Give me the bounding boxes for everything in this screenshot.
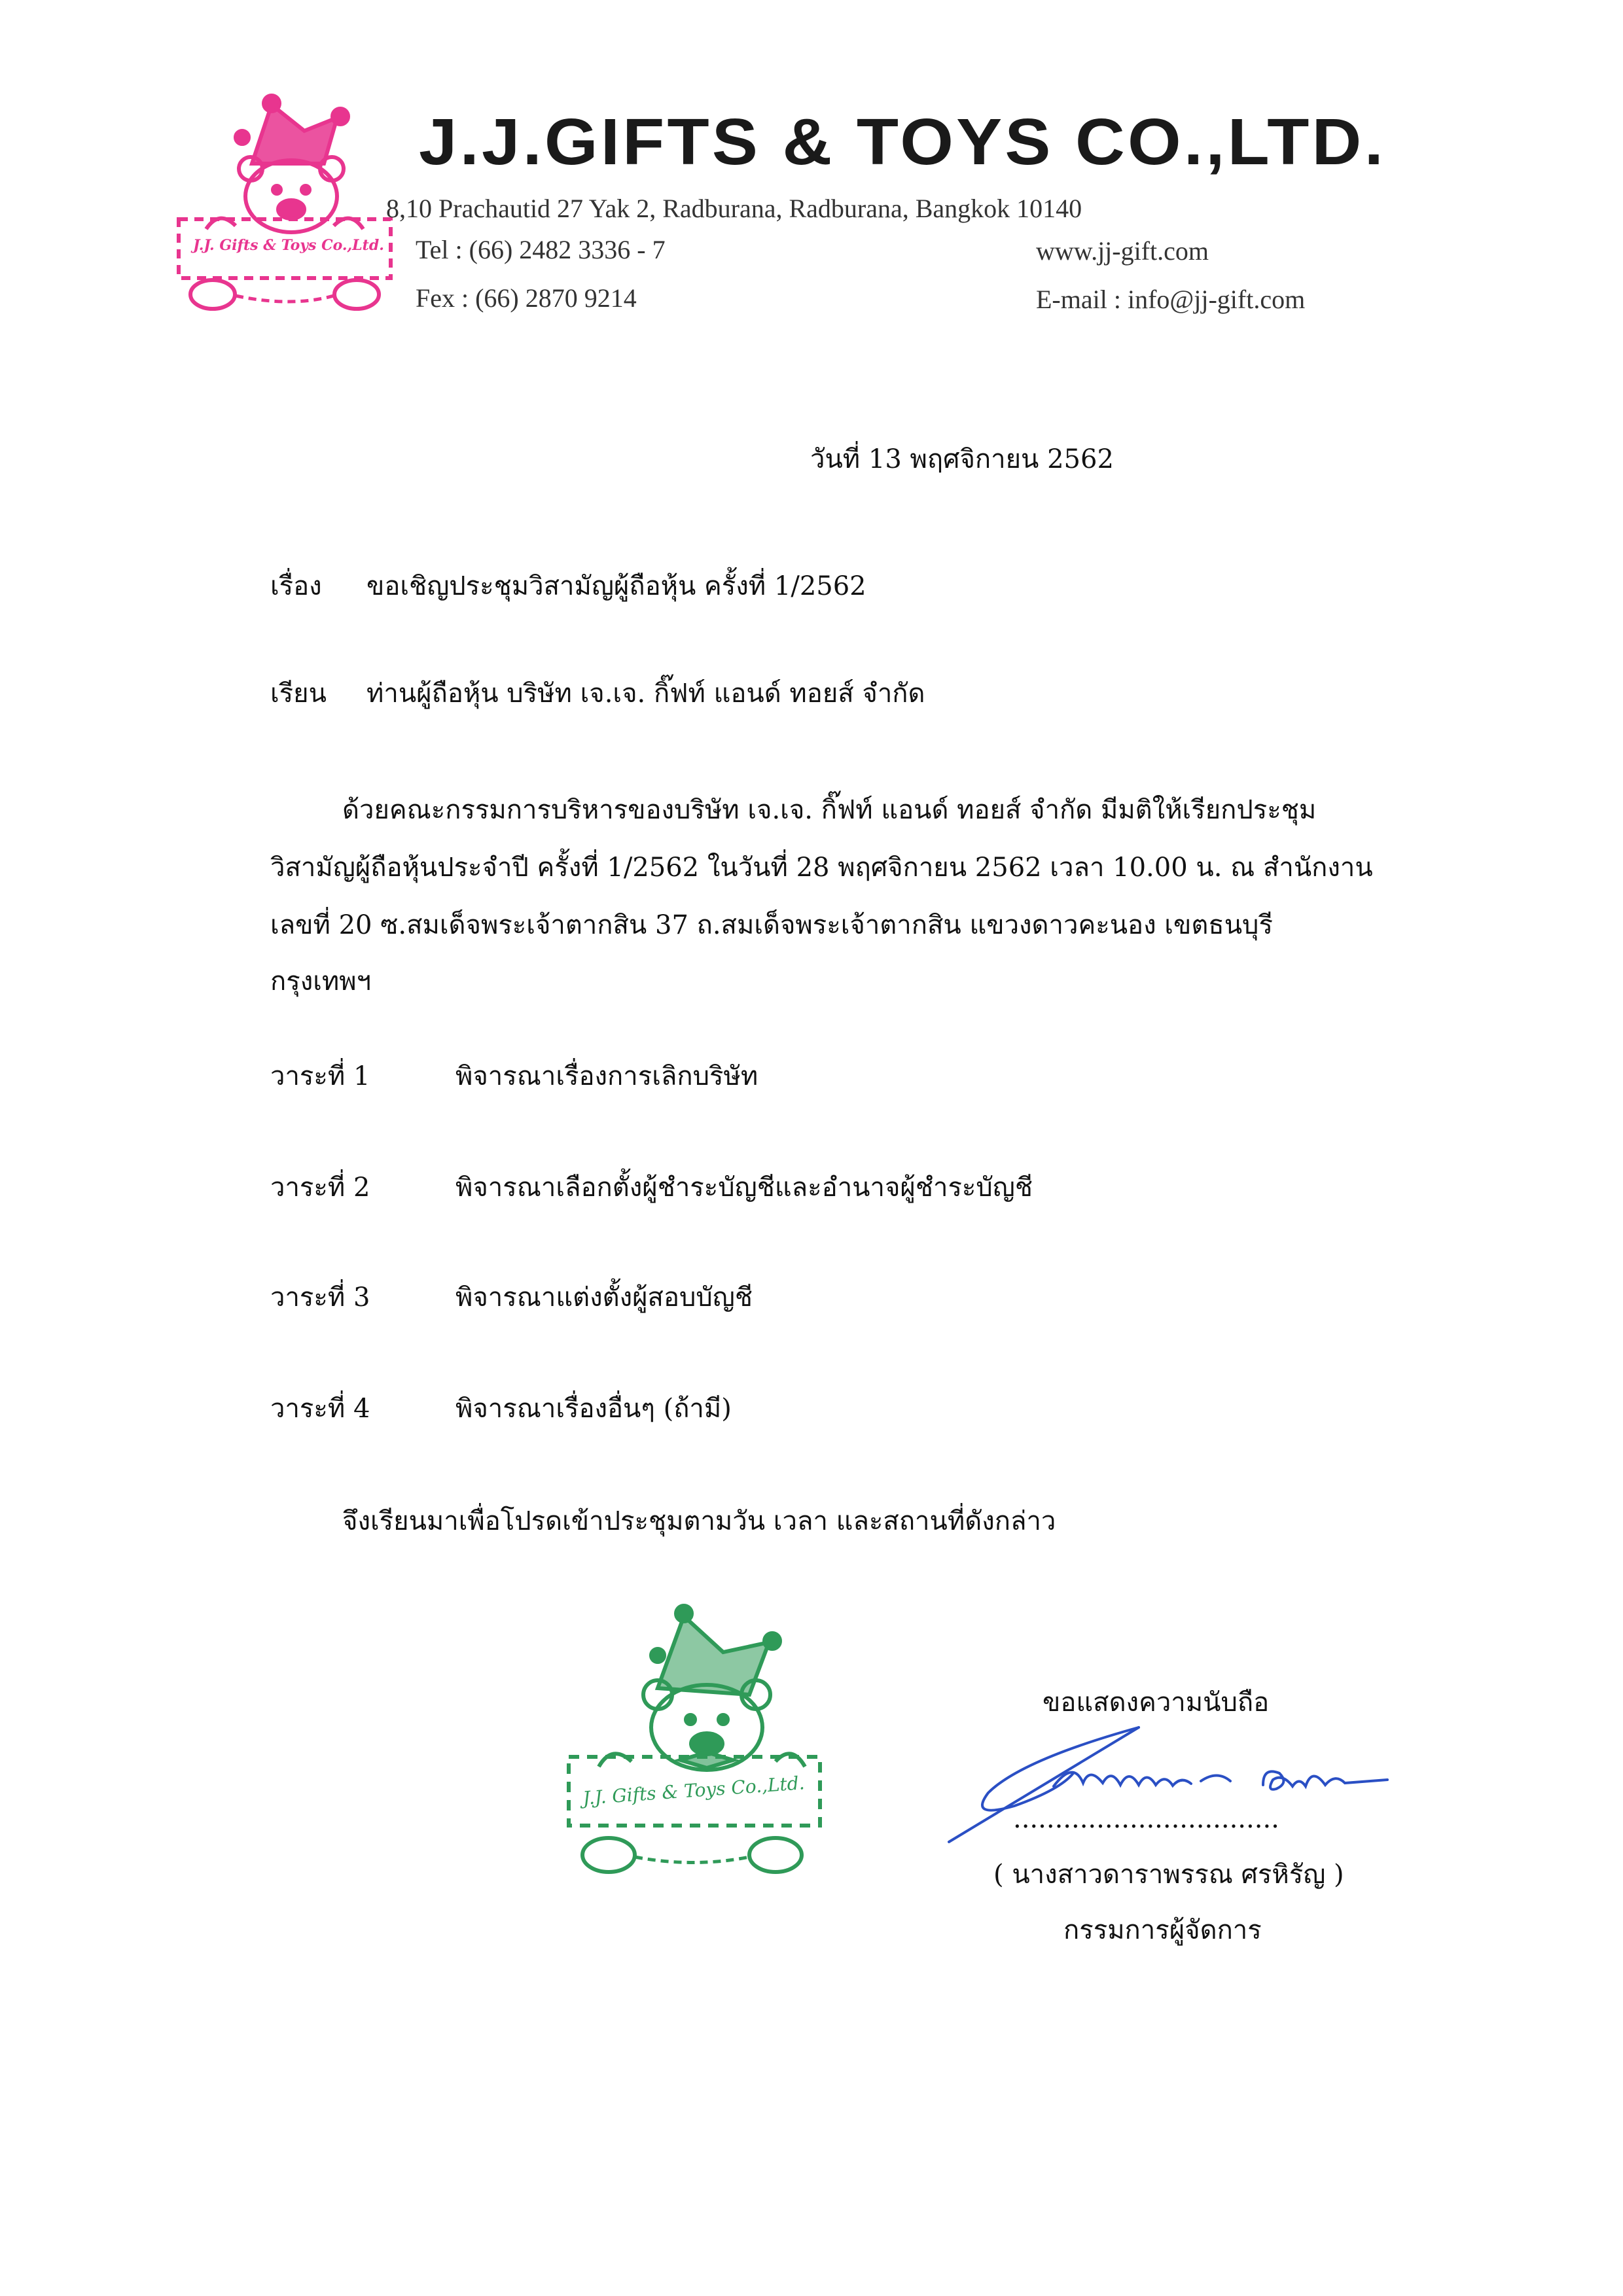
- agenda-item-text: พิจารณาเลือกตั้งผู้ชำระบัญชีและอำนาจผู้ชำระบัญชี: [455, 1173, 1033, 1203]
- subject-text: ขอเชิญประชุมวิสามัญผู้ถือหุ้น ครั้งที่ 1/2562: [366, 571, 866, 601]
- email-address: E-mail : info@jj-gift.com: [1036, 285, 1306, 314]
- company-name: J.J.GIFTS & TOYS CO.,LTD.: [419, 105, 1386, 179]
- signature-dotted-line: ................................: [1013, 1804, 1279, 1834]
- recipient-text: ท่านผู้ถือหุ้น บริษัท เจ.เจ. กิ๊ฟท์ แอนด์ ทอยส์ จำกัด: [366, 679, 925, 709]
- paragraph-line: เลขที่ 20 ซ.สมเด็จพระเจ้าตากสิน 37 ถ.สมเด็จพระเจ้าตากสิน แขวงดาวคะนอง เขตธนบุรี: [270, 910, 1273, 940]
- agenda-item-label: วาระที่ 1: [270, 1061, 370, 1091]
- agenda-item-label: วาระที่ 3: [270, 1282, 370, 1313]
- paragraph-line: ด้วยคณะกรรมการบริหารของบริษัท เจ.เจ. กิ๊ฟท์ แอนด์ ทอยส์ จำกัด มีมติให้เรียกประชุม: [342, 795, 1317, 825]
- letter-date: วันที่ 13 พฤศจิกายน 2562: [810, 444, 1114, 474]
- signatory-name: ( นางสาวดาราพรรณ ศรหิรัญ ): [993, 1860, 1344, 1890]
- letterhead: [0, 0, 1623, 340]
- stamp-text: J.J. Gifts & Toys Co.,Ltd.: [582, 1772, 806, 1809]
- agenda-item-label: วาระที่ 2: [270, 1173, 370, 1203]
- agenda-item-text: พิจารณาแต่งตั้งผู้สอบบัญชี: [455, 1282, 753, 1313]
- regards-text: ขอแสดงความนับถือ: [1043, 1687, 1270, 1718]
- company-logo: [173, 92, 396, 321]
- company-stamp: [560, 1603, 828, 1878]
- jester-bear-logo-icon: [173, 92, 396, 321]
- website-address: www.jj-gift.com: [1036, 236, 1209, 266]
- company-address: 8,10 Prachautid 27 Yak 2, Radburana, Radburana, Bangkok 10140: [386, 194, 1082, 223]
- fax-number: Fex : (66) 2870 9214: [416, 283, 637, 313]
- paragraph-line: กรุงเทพฯ: [270, 966, 372, 997]
- logo-text: J.J. Gifts & Toys Co.,Ltd.: [193, 237, 384, 254]
- telephone-number: Tel : (66) 2482 3336 - 7: [416, 235, 666, 264]
- agenda-item-text: พิจารณาเรื่องการเลิกบริษัท: [455, 1061, 758, 1091]
- agenda-item-label: วาระที่ 4: [270, 1394, 370, 1424]
- signatory-title: กรรมการผู้จัดการ: [1063, 1915, 1262, 1945]
- agenda-list: [270, 1063, 1383, 1430]
- jester-bear-stamp-icon: [560, 1603, 828, 1878]
- recipient-label: เรียน: [270, 679, 327, 709]
- subject-label: เรื่อง: [270, 571, 322, 601]
- paragraph-line: วิสามัญผู้ถือหุ้นประจำปี ครั้งที่ 1/2562 ในวันที่ 28 พฤศจิกายน 2562 เวลา 10.00 น. ณ สำนักงาน: [270, 853, 1373, 883]
- agenda-item-text: พิจารณาเรื่องอื่นๆ (ถ้ามี): [455, 1394, 732, 1424]
- closing-line: จึงเรียนมาเพื่อโปรดเข้าประชุมตามวัน เวลา และสถานที่ดังกล่าว: [342, 1506, 1056, 1536]
